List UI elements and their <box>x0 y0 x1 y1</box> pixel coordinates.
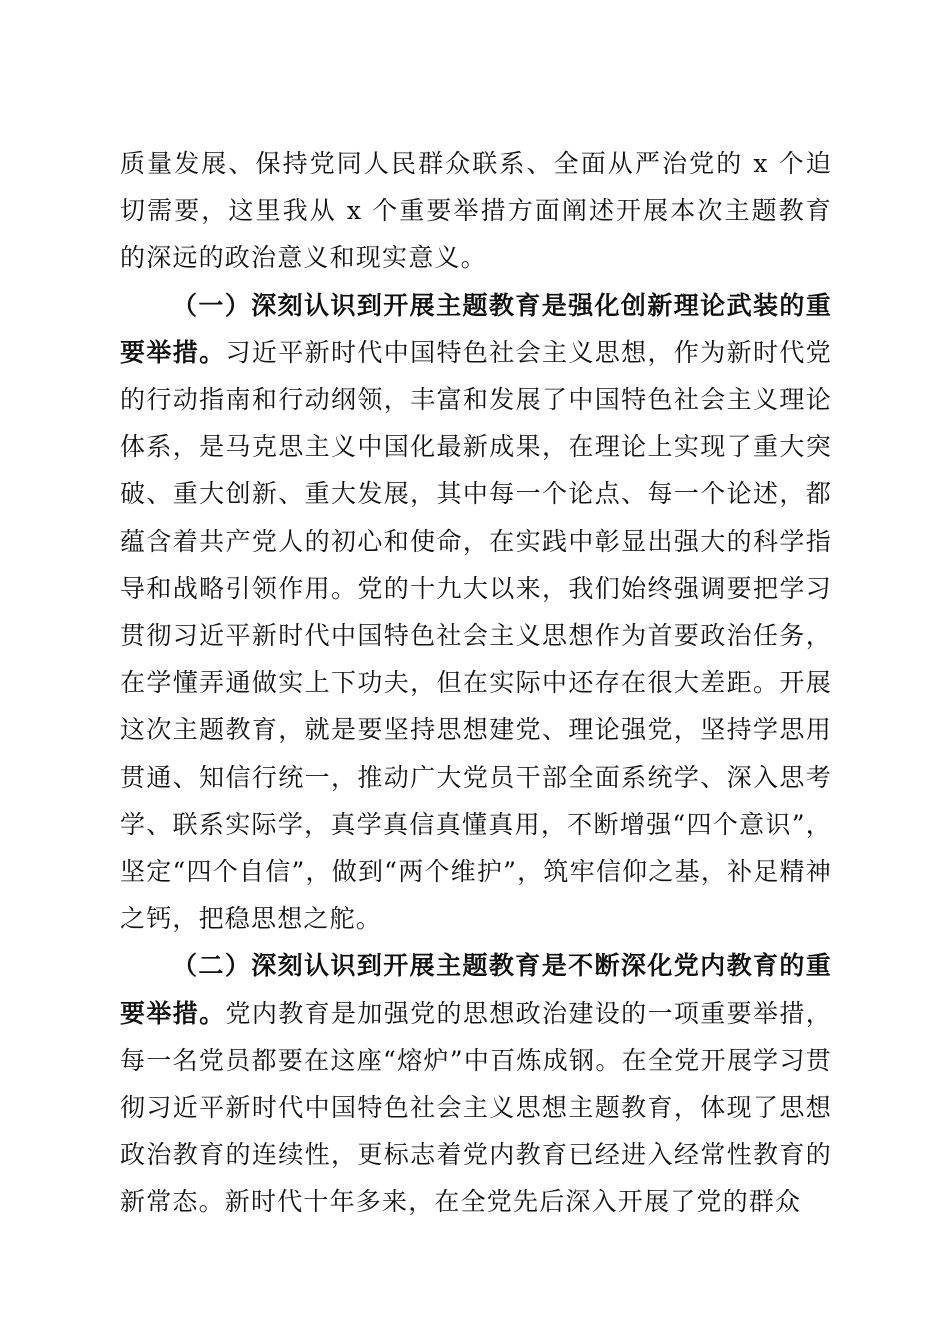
section-1-text: 习近平新时代中国特色社会主义思想，作为新时代党的行动指南和行动纲领，丰富和发展了中国特色社会主义理论体系，是马克思主义中国化最新成果，在理论上实现了重大突破、重大创新、重大发展，其中每一个论点、每一个论述，都蕴含着共产党人的初心和使命，在实践中彰显出强大的科学指导和战略引领作用。党的十九大以来，我们始终强调要把学习贯彻习近平新时代中国特色社会主义思想作为首要政治任务，在学懂弄通做实上下功夫，但在实际中还存在很大差距。开展这次主题教育，就是要坚持思想建党、理论强党，坚持学思用贯通、知信行统一，推动广大党员干部全面系统学、深入思考学、联系实际学，真学真信真懂真用，不断增强“四个意识”，坚定“四个自信”，做到“两个维护”，筑牢信仰之基，补足精神之钙，把稳思想之舵。 <box>120 337 832 934</box>
paragraph-intro <box>120 140 832 282</box>
document-body <box>120 140 832 1226</box>
paragraph-intro-text: 质量发展、保持党同人民群众联系、全面从严治党的 x 个迫切需要，这里我从 x 个重要举措方面阐述开展本次主题教育的深远的政治意义和现实意义。 <box>120 149 832 273</box>
paragraph-section-2 <box>120 942 832 1225</box>
section-1-heading: （一）深刻认识到开展主题教育是强化创新理论武装的重要举措。 <box>120 290 832 367</box>
section-2-heading: （二）深刻认识到开展主题教育是不断深化党内教育的重要举措。 <box>120 951 832 1028</box>
paragraph-section-1 <box>120 282 832 943</box>
section-2-text: 党内教育是加强党的思想政治建设的一项重要举措，每一名党员都要在这座“熔炉”中百炼成钢。在全党开展学习贯彻习近平新时代中国特色社会主义思想主题教育，体现了思想政治教育的连续性，更标志着党内教育已经进入经常性教育的新常态。新时代十年多来，在全党先后深入开展了党的群众 <box>120 998 832 1217</box>
